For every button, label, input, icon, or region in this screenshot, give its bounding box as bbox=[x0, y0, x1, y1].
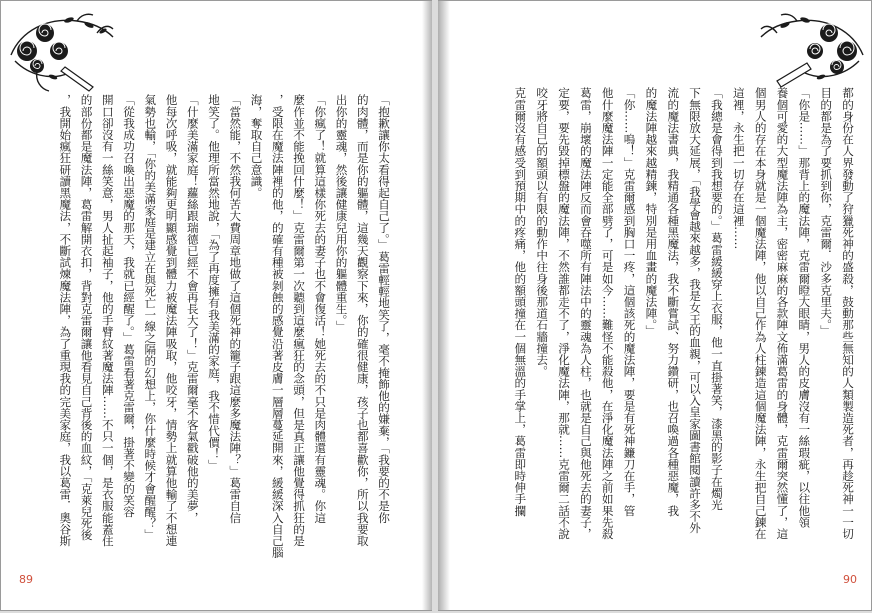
text-column: ，受限在魔法陣裡的他，的確有種被剝蝕的感覺沿著皮膚一層層蔓延開來，緩緩深入自己腦 bbox=[270, 94, 285, 558]
text-column: 克雷爾沒有感受到預期中的疼痛，他的額頭撞在一個無溫的手掌上，葛雷即時伸手攔 bbox=[513, 87, 528, 517]
text-column: 個男人的存在本身就是一個魔法陣，他以自己作為人柱鍊造這個魔法陣，永生把自己鍊在 bbox=[753, 87, 768, 540]
text-column: 開口卻沒有一絲笑意，男人扯起袖子，他的手臂紋著魔法陣……不只一個，是衣服能蓋住 bbox=[100, 94, 115, 547]
left-page bbox=[0, 0, 432, 611]
text-column: 這裡，永生把一切存在這裡…… bbox=[731, 87, 746, 250]
text-column: 他什麼魔法陣一定能全部劈了，可是如今……難怪不能殺他，在淨化魔法陣之前如果先殺 bbox=[600, 87, 615, 540]
rose-ornament-icon bbox=[757, 11, 867, 96]
text-column: 的魔法陣越來越精鍊，特別是用血畫的魔法陣。」 bbox=[644, 87, 659, 337]
text-column: 「你……嗚！」克雷爾感到胸口一疼，這個該死的魔法陣，要是有死神鐮刀在手，管 bbox=[622, 87, 637, 517]
rose-ornament-icon bbox=[7, 11, 117, 96]
right-page-text bbox=[508, 87, 858, 559]
text-column: 他每次呼吸，就能夠更明顯感覺到體力被魔法陣吸取，他咬牙，情勢上就算他輸了不想連 bbox=[164, 94, 179, 547]
text-column: 麼作並不能挽回什麼！」克雷爾第一次聽到這麼瘋狂的念頭，但是真正讓他覺得抓狂的是 bbox=[292, 94, 306, 547]
page-number: 89 bbox=[19, 573, 33, 586]
text-column: 地笑了。他理所當然地說，「為了再度擁有我美滿的家庭，我不惜代價！」 bbox=[207, 94, 221, 471]
text-column: 咬牙將自己的額頭以有限的動作中往身後那道石牆撞去。 bbox=[535, 87, 550, 377]
text-column: 「當然能，不然我何苦大費周章地做了這個死神的籠子跟這麼多魔法陣？」葛雷自信 bbox=[228, 94, 243, 524]
text-column: 「從我成功召喚出惡魔的那天，我就已經醒了。」葛雷看著克雷爾，掛著不變的笑容 bbox=[122, 94, 136, 518]
text-column: 出你的靈魂，然後讓健康兒用你的軀體重生。」 bbox=[334, 94, 349, 332]
text-column: 都的身份在人界發動了狩獵死神的盛殺，鼓動那些無知的人類製造死者，再趁死神一一切 bbox=[841, 87, 855, 540]
text-column: 「你是……」那背上的魔法陣，克雷爾瞪大眼睛，男人的皮膚沒有一絲瑕疵，以往他領 bbox=[797, 87, 812, 528]
text-column: 流的魔法書典，我精通各種黑魔法，我不斷嘗試、努力鑽研，也召喚過各種惡魔，我 bbox=[666, 87, 681, 517]
text-column: 氣勢也輸，「你的美滿家庭是建立在與死亡一線之隔的幻想上，你什麼時候才會醒醒？」 bbox=[143, 94, 158, 541]
text-column: 的部份都是魔法陣，葛雷解開衣扣，背對克雷爾讓他看見自己背後的血紋，「克萊兒死後 bbox=[79, 94, 94, 541]
text-column: 的肉體，而是你的軀體，這幾天觀察下來，你的確很健康，孩子也都喜歡你，所以我要取 bbox=[355, 94, 370, 547]
left-page-text bbox=[54, 94, 394, 566]
text-column: 下無限放大延展，「我學會越來越多，我是女王的血親，可以入皇家圖書館閱讀許多不外 bbox=[688, 87, 703, 534]
gutter-shadow-left bbox=[422, 1, 432, 610]
text-column: 目的都是為了要抓到你，克雷爾．沙多克里夫。」 bbox=[819, 87, 834, 337]
right-page bbox=[438, 0, 872, 611]
gutter-shadow-right bbox=[438, 1, 450, 610]
text-column: 「我總是會得到我想要的。」葛雷緩緩穿上衣服，他一直掛著笑，漆黑的影子在燭光 bbox=[709, 87, 724, 511]
text-column: 「你瘋了！就算這樣你死去的妻子也不會復活！她死去的不只是肉體還有靈魂。你這 bbox=[313, 94, 328, 524]
page-number: 90 bbox=[843, 573, 857, 586]
text-column: 養個可愛的大型魔法陣為主，密密麻麻的各款陣文佈滿葛雷的身體，克雷爾突然懂了，這 bbox=[775, 87, 790, 540]
text-column: 定要，要先毀掉標盤的魔法陣，不然誰都走不了，淨化魔法陣，那就……克雷爾二話不說 bbox=[557, 87, 572, 540]
text-column: 海，奪取自己意識。 bbox=[249, 94, 264, 199]
text-column: 「什麼美滿家庭！蘿絲跟瑞德已經不會再長大了！」克雷爾毫不客氣戳破他的美夢， bbox=[185, 94, 200, 524]
text-column: 「抱歉讓你太看得起自己了。」葛雷輕輕地笑了，毫不掩飾他的嫌棄，「我要的不是你 bbox=[377, 94, 391, 524]
text-column: 葛雷，崩壞的魔法陣反而會吞噬所有陣法中的靈魂為人柱，也就是自己與他死去的妻子， bbox=[578, 87, 593, 540]
text-column: ，我開始瘋狂研讀黑魔法，不斷試煉魔法陣，為了重現我的完美家庭，我以葛雷．奧谷斯 bbox=[58, 94, 73, 547]
